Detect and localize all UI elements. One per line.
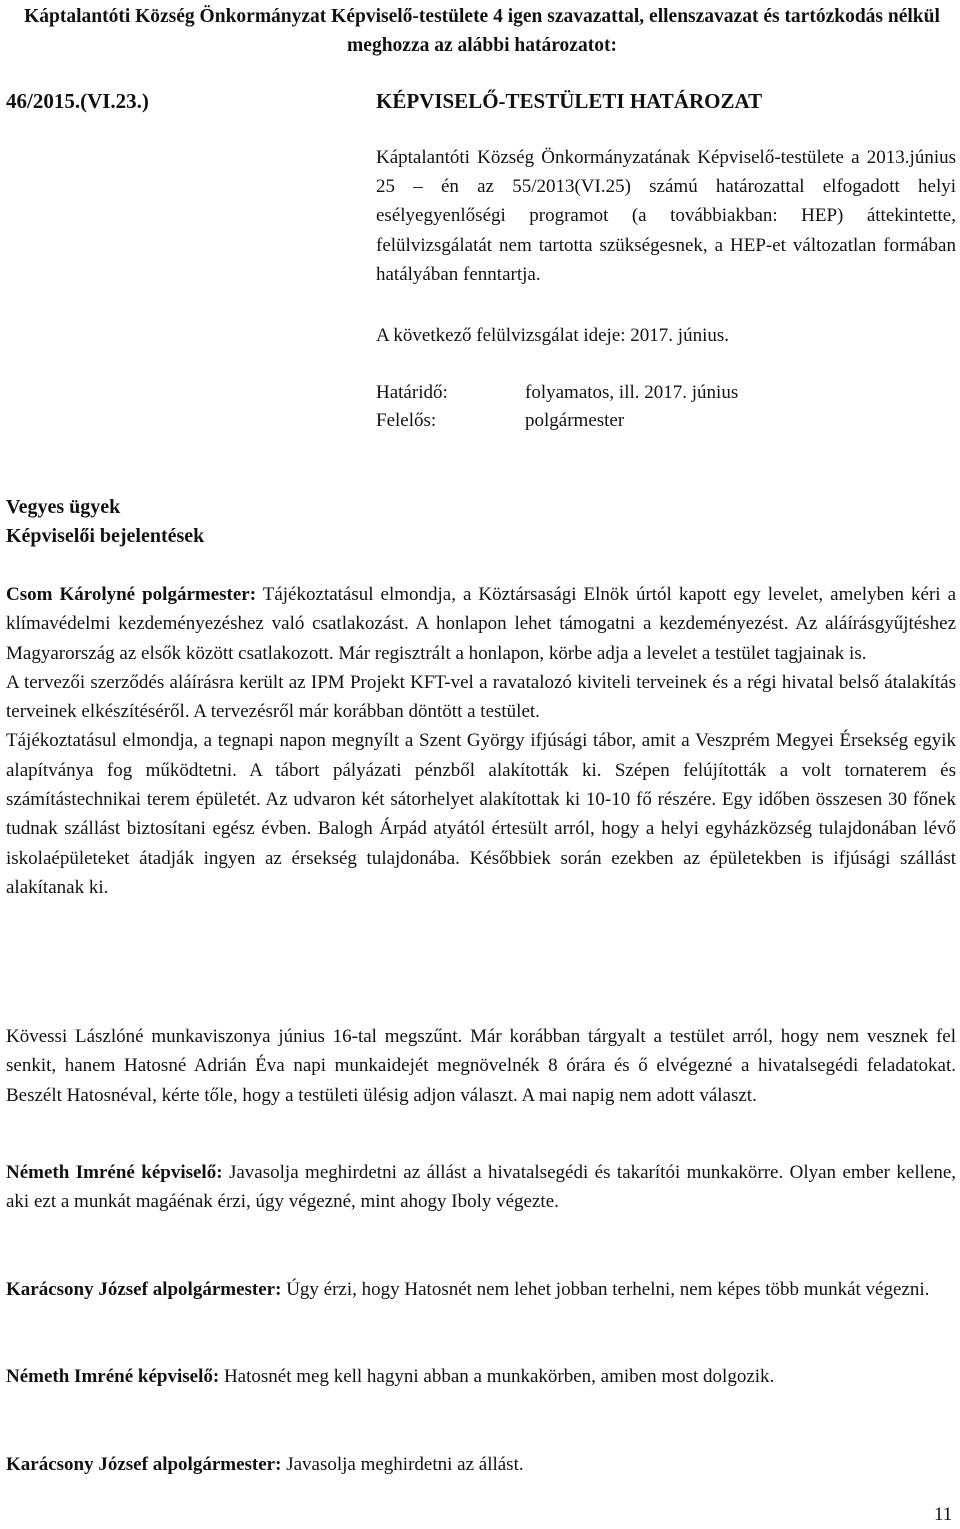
section-title-announcements: Képviselői bejelentések (6, 525, 205, 547)
resolution-body (376, 143, 956, 289)
responsible-label: Felelős: (376, 410, 437, 431)
paragraph-nemeth-2 (6, 1362, 956, 1391)
paragraph-staffing (6, 1022, 956, 1110)
paragraph-line: Kövessi Lászlóné munkaviszonya június 16-tal megszűnt. Már korábban tárgyalt a testület arról, hogy nem vesznek fel senkit, hanem Hatosné Adrián Éva napi munkaidejét megnövelnék 8 órára és ő elvégezné a hivatalsegédi feladatokat. Beszélt Hatosnéval, kérte tőle, hogy a testületi ülésig adjon választ. A mai napig nem adott választ. (6, 1026, 956, 1106)
speaker-name: Csom Károlyné polgármester: (6, 584, 257, 605)
paragraph-text: Javasolja meghirdetni az állást a hivatalsegédi és takarítói munkakörre. Olyan ember kellene, aki ezt a munkát magáénak érzi, úgy végezné, mint ahogy Iboly végezte. (6, 1162, 956, 1213)
resolution-number: 46/2015.(VI.23.) (6, 89, 149, 113)
paragraph-nemeth-1 (6, 1158, 956, 1217)
next-review: A következő felülvizsgálat ideje: 2017. június. (376, 325, 730, 346)
deadline-label: Határidő: (376, 382, 448, 403)
paragraph-line (6, 1450, 956, 1479)
resolution-text: Káptalantóti Község Önkormányzatának Képviselő-testülete a 2013.június 25 – én az 55/2013(VI.25) számú határozattal elfogadott helyi esélyegyenlőségi programot (a továbbiakban: HEP) áttekintette, felülvizsgálatát nem tartotta szükségesnek, a HEP-et változatlan formában hatályában fenntartja. (376, 147, 956, 285)
paragraph-text: Úgy érzi, hogy Hatosnét nem lehet jobban terhelni, nem képes több munkát végezni. (286, 1279, 930, 1300)
speaker-name: Karácsony József alpolgármester: (6, 1279, 282, 1300)
deadline-row (376, 378, 738, 407)
paragraph-karacsony-1 (6, 1275, 956, 1304)
paragraph-line (6, 1275, 956, 1304)
deadline-value: folyamatos, ill. 2017. június (525, 382, 739, 403)
paragraph-line (6, 1362, 956, 1391)
paragraph-text: Hatosnét meg kell hagyni abban a munkakörben, amiben most dolgozik. (223, 1366, 775, 1387)
section-title-misc: Vegyes ügyek (6, 496, 121, 518)
paragraph-line (6, 580, 956, 668)
speaker-name: Németh Imréné képviselő: (6, 1366, 220, 1387)
responsible-value: polgármester (525, 410, 625, 431)
decision-intro: Káptalantóti Község Önkormányzat Képviselő-testülete 4 igen szavazattal, ellenszavazat és tartózkodás nélkül meghozza az alábbi határozatot: (24, 6, 940, 56)
paragraph-karacsony-2 (6, 1450, 956, 1479)
page-number: 11 (934, 1504, 953, 1525)
speaker-name: Karácsony József alpolgármester: (6, 1454, 282, 1475)
paragraph-mayor (6, 580, 956, 902)
paragraph-line: Tájékoztatásul elmondja, a tegnapi napon megnyílt a Szent György ifjúsági tábor, amit a Veszprém Megyei Érsekség egyik alapítványa fog működtetni. A tábort pályázati pénzből alakították ki. Szépen felújították a volt tornaterem és számítástechnikai terem épületét. Az udvaron két sátorhelyet alakítottak ki 10-10 fő részére. Egy időben összesen 30 főnek tudnak szállást biztosítani egész évben. Balogh Árpád atyától értesült arról, hogy a helyi egyházközség tulajdonában lévő iskolaépületeket átadják ingyen az érsekség tulajdonába. Későbbiek során ezekben az épületekben is ifjúsági szállást alakítanak ki. (6, 730, 956, 898)
resolution-title: KÉPVISELŐ-TESTÜLETI HATÁROZAT (376, 89, 763, 113)
paragraph-text: Tájékoztatásul elmondja, a Köztársasági Elnök úrtól kapott egy levelet, amelyben kéri a klímavédelmi kezdeményezéshez való csatlakozást. A honlapon lehet támogatni a kezdeményezést. Az aláírásgyűjtéshez Magyarország az elsők között csatlakozott. Már regisztrált a honlapon, körbe adja a levelet a testület tagjainak is. (6, 584, 956, 664)
responsible-row (376, 406, 624, 435)
paragraph-text: Javasolja meghirdetni az állást. (286, 1454, 524, 1475)
speaker-name: Németh Imréné képviselő: (6, 1162, 223, 1183)
paragraph-line: A tervezői szerződés aláírásra került az IPM Projekt KFT-vel a ravatalozó kiviteli terveinek és a régi hivatal belső átalakítás terveinek elkészítéséről. A tervezésről már korábban döntött a testület. (6, 671, 956, 723)
paragraph-line (6, 1158, 956, 1217)
